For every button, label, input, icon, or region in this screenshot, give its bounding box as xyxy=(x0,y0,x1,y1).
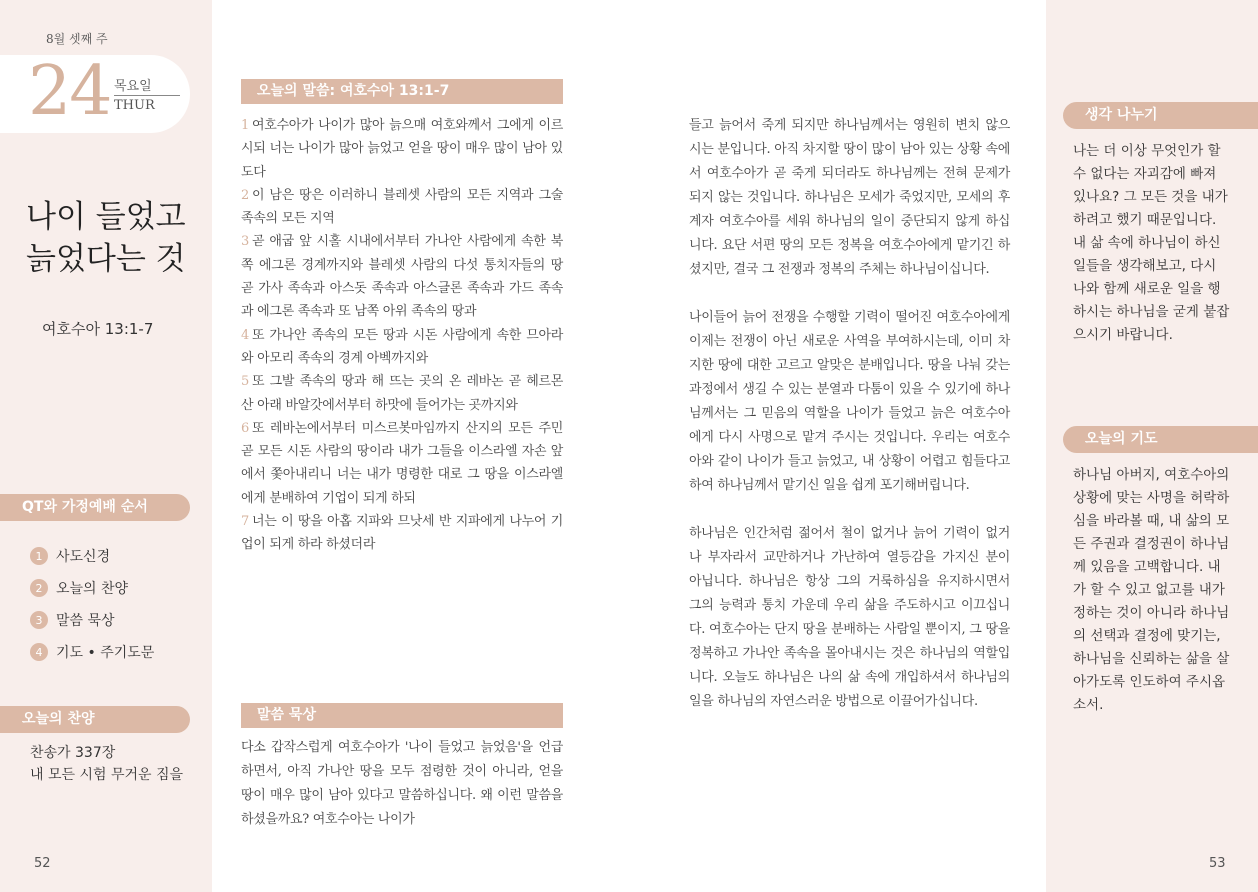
order-item xyxy=(30,540,154,572)
title-line-1: 나이 들었고 xyxy=(26,199,186,235)
scripture-reference: 여호수아 13:1-7 xyxy=(42,320,154,338)
meditation-heading: 말씀 묵상 xyxy=(241,703,563,728)
title-line-2: 늙었다는 것 xyxy=(26,241,186,277)
verse xyxy=(241,114,563,184)
prayer-text: 하나님 아버지, 여호수아의 상황에 맞는 사명을 허락하심을 바라볼 때, 내 삶의 모든 주권과 결정권이 하나님께 있음을 고백합니다. 내가 할 수 있고 없고를 내가 정하는 것이 아니라 하나님의 선택과 결정에 맞기는, 하나님을 신뢰하는 삶을 살아가도록 인도하여 주시옵소서. xyxy=(1073,467,1230,713)
order-item-label: 말씀 묵상 xyxy=(56,613,115,629)
order-number-badge: 2 xyxy=(30,579,48,597)
meditation-paragraph: 들고 늙어서 죽게 되지만 하나님께서는 영원히 변치 않으시는 분입니다. 아직 차지할 땅이 많이 남아 있는 상황 속에서 여호수아가 곧 죽게 되더라도 하나님께는 전혀 문제가 되지 않는 것입니다. 하나님은 모세가 죽었지만, 모세의 후계자 여호수아를 세워 하나님의 일이 중단되지 않게 하십니다. 요단 서편 땅의 모든 정복을 여호수아에게 맡기긴 하셨지만, 결국 그 전쟁과 정복의 주체는 하나님이십니다. xyxy=(689,118,1010,277)
think-heading: 생각 나누기 xyxy=(1063,102,1258,129)
order-item xyxy=(30,636,154,668)
hymn-info xyxy=(30,742,183,786)
verse-text: 또 가나안 족속의 모든 땅과 시돈 사람에게 속한 므아라와 아모리 족속의 경계 아벡까지와 xyxy=(241,327,563,366)
verse-text: 또 레바논에서부터 미스르봇마임까지 산지의 모든 주민 곧 모든 시돈 사람의 땅이라 내가 그들을 이스라엘 자손 앞에서 쫓아내리니 너는 내가 명령한 대로 그 땅을 이스라엘에게 분배하여 기업이 되게 하되 xyxy=(241,420,563,506)
think-text: 나는 더 이상 무엇인가 할 수 없다는 자괴감에 빠져 있나요? 그 모든 것을 내가 하려고 했기 때문입니다. 내 삶 속에 하나님이 하신 일들을 생각해보고, 다시 나와 함께 새로운 일을 행하시는 하나님을 굳게 붙잡으시기 바랍니다. xyxy=(1073,143,1230,343)
weekday-english: THUR xyxy=(114,98,155,113)
meditation-paragraph: 다소 갑작스럽게 여호수아가 '나이 들었고 늙었음'을 언급하면서, 아직 가나안 땅을 모두 점령한 것이 아니라, 얻을 땅이 매우 많이 남아 있다고 말씀하십니다. 왜 이런 말씀을 하셨을까요? 여호수아는 나이가 xyxy=(241,740,563,827)
hymn-number: 찬송가 337장 xyxy=(30,745,116,761)
hymn-heading: 오늘의 찬양 xyxy=(0,706,190,733)
verse-number: 3 xyxy=(241,234,249,250)
verse-text: 또 그발 족속의 땅과 해 뜨는 곳의 온 레바논 곧 헤르몬 산 아래 바알갓에서부터 하맛에 들어가는 곳까지와 xyxy=(241,374,563,413)
verse xyxy=(241,230,563,323)
meditation-paragraph: 하나님은 인간처럼 젊어서 철이 없거나 늙어 기력이 없거나 부자라서 교만하거나 가난하여 열등감을 가지신 분이 아닙니다. 하나님은 항상 그의 거룩하심을 유지하시면서 그의 능력과 통치 가운데 우리 삶을 주도하시고 이끄십니다. 여호수아는 단지 땅을 분배하는 사람일 뿐이지, 그 땅을 정복하고 가나안 족속을 몰아내시는 것은 하나님의 역할입니다. 오늘도 하나님은 나의 삶 속에 개입하셔서 하나님의 일을 하나님의 자연스러운 방법으로 이끌어가십니다. xyxy=(689,526,1010,709)
verse-text: 이 남은 땅은 이러하니 블레셋 사람의 모든 지역과 그술 족속의 모든 지역 xyxy=(241,187,563,227)
day-number: 24 xyxy=(28,52,111,131)
meditation-text-right xyxy=(689,114,1010,738)
weekday-korean: 목요일 xyxy=(114,79,152,94)
scripture-heading: 오늘의 말씀: 여호수아 13:1-7 xyxy=(241,79,563,104)
verse xyxy=(241,324,563,371)
verse-number: 4 xyxy=(241,327,249,343)
verse-text: 너는 이 땅을 아홉 지파와 므낫세 반 지파에게 나누어 기업이 되게 하라 하셨더라 xyxy=(241,514,563,553)
order-number-badge: 1 xyxy=(30,547,48,565)
hymn-title: 내 모든 시험 무거운 짐을 xyxy=(30,767,184,783)
meditation-paragraph: 나이들어 늙어 전쟁을 수행할 기력이 떨어진 여호수아에게 이제는 전쟁이 아닌 새로운 사역을 부여하시는데, 이미 차지한 땅에 대한 고르고 알맞은 분배입니다. 땅을 나눠 갖는 과정에서 생길 수 있는 분열과 다툼이 있을 수 있기에 하나님께서는 그 믿음의 역할을 나이가 들었고 늙은 여호수아에게 다시 사명으로 맡겨 주시는 것입니다. 우리는 여호수아와 같이 나이가 들고 늙었고, 내 상황이 어렵고 힘들다고 하여 하나님께서 맡기신 일을 쉽게 포기해버립니다. xyxy=(689,310,1010,493)
order-item-label: 오늘의 찬양 xyxy=(56,581,129,597)
order-heading: QT와 가정예배 순서 xyxy=(0,494,190,521)
order-item-label: 사도신경 xyxy=(56,549,111,565)
week-label: 8월 셋째 주 xyxy=(46,32,108,46)
order-number-badge: 4 xyxy=(30,643,48,661)
verse xyxy=(241,370,563,417)
verse-number: 1 xyxy=(241,118,249,133)
page-number-left: 52 xyxy=(34,856,51,871)
devotional-title xyxy=(26,196,206,280)
verse xyxy=(241,184,563,231)
prayer-heading: 오늘의 기도 xyxy=(1063,426,1258,453)
verse-number: 5 xyxy=(241,374,249,390)
order-list xyxy=(30,540,154,668)
verse-number: 6 xyxy=(241,420,249,436)
verse-number: 7 xyxy=(241,514,249,530)
verse xyxy=(241,417,563,510)
order-item xyxy=(30,604,154,636)
verse-text: 곧 애굽 앞 시홀 시내에서부터 가나안 사람에게 속한 북쪽 에그론 경계까지와 블레셋 사람의 다섯 통치자들의 땅 곧 가사 족속과 아스돗 족속과 아스글론 족속과 가드 족속과 에그론 족속과 또 남쪽 아위 족속의 땅과 xyxy=(241,234,563,320)
meditation-text-left xyxy=(241,736,563,856)
verse-text: 여호수아가 나이가 많아 늙으매 여호와께서 그에게 이르시되 너는 나이가 많아 늙었고 얻을 땅이 매우 많이 남아 있도다 xyxy=(241,118,563,180)
scripture-verses xyxy=(241,114,563,557)
order-item-label: 기도 • 주기도문 xyxy=(56,645,155,661)
order-number-badge: 3 xyxy=(30,611,48,629)
page-number-right: 53 xyxy=(1209,856,1226,871)
verse-number: 2 xyxy=(241,187,249,203)
weekday-divider xyxy=(114,95,180,96)
order-item xyxy=(30,572,154,604)
verse xyxy=(241,510,563,557)
